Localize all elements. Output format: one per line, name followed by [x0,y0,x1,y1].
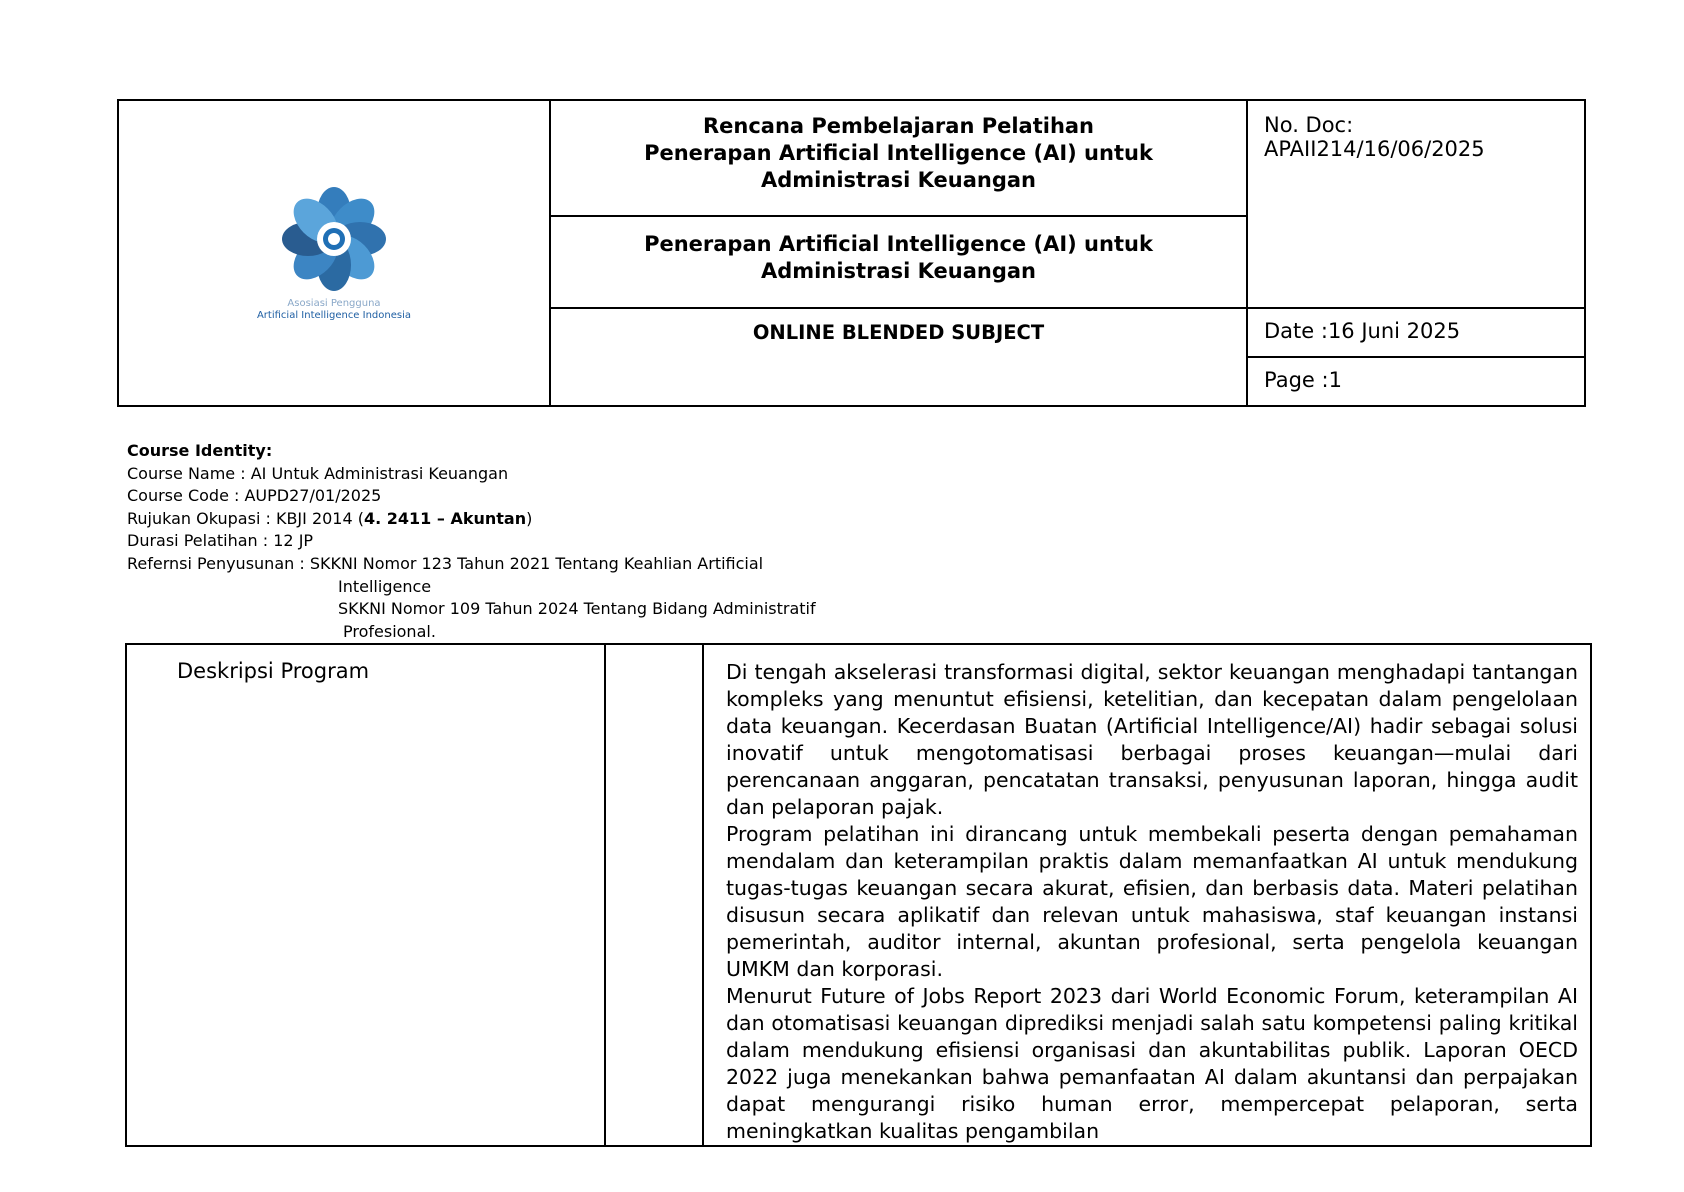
document-subtitle [550,216,1247,308]
description-paragraph-2: Program pelatihan ini dirancang untuk membekali peserta dengan pemahaman mendalam dan keterampilan praktis dalam memanfaatkan AI untuk mendukung tugas-tugas keuangan secara akurat, efisien, dan berbasis data. Materi pelatihan disusun secara aplikatif dan relevan untuk mahasiswa, staf keuangan instansi pemerintah, auditor internal, akuntan profesional, serta pengelola keuangan UMKM dan korporasi. [726,822,1578,981]
date-row [1248,309,1584,358]
description-spacer-cell [605,644,703,1146]
document-title [550,100,1247,216]
description-label: Deskripsi Program [126,644,605,1146]
course-name: Course Name : AI Untuk Administrasi Keuangan [127,463,509,483]
doc-number: No. Doc: APAII214/16/06/2025 [1264,113,1485,161]
mode-label: ONLINE BLENDED SUBJECT [752,321,1045,344]
subtitle-line-1: Penerapan Artificial Intelligence (AI) untuk [644,232,1153,256]
logo-cell [118,100,550,406]
flower-logo-icon [279,184,389,294]
description-body [703,644,1591,1146]
document-date: Date :16 Juni 2025 [1264,319,1461,343]
reference-line-3: SKKNI Nomor 109 Tahun 2024 Tentang Bidang Administratif [338,599,816,619]
reference-line-4: Profesional. [343,621,436,641]
occupation-reference [127,508,1027,531]
identity-heading: Course Identity: [127,441,273,460]
title-line-3: Administrasi Keuangan [761,168,1036,192]
logo-text-line2: Artificial Intelligence Indonesia [256,310,412,321]
course-identity [127,440,1027,643]
page-number: Page :1 [1264,368,1342,392]
mode-cell [550,308,1247,406]
description-paragraph-1: Di tengah akselerasi transformasi digital, sektor keuangan menghadapi tantangan kompleks yang menuntut efisiensi, ketelitian, dan kecepatan dalam pengelolaan data keuangan. Kecerdasan Buatan (Artificial Intelligence/AI) hadir sebagai solusi inovatif untuk mengotomatisasi berbagai proses keuangan—mulai dari perencanaan anggaran, pencatatan transaksi, penyusunan laporan, hingga audit dan pelaporan pajak. [726,660,1578,819]
reference-line-1: Refernsi Penyusunan : SKKNI Nomor 123 Tahun 2021 Tentang Keahlian Artificial [127,553,764,573]
date-page-cell [1247,308,1585,406]
subtitle-line-2: Administrasi Keuangan [761,259,1036,283]
document-header-table [117,99,1586,407]
title-line-2: Penerapan Artificial Intelligence (AI) untuk [644,141,1153,165]
occupation-prefix: Rujukan Okupasi : KBJI 2014 ( [127,508,364,528]
occupation-suffix: ) [526,508,533,528]
logo-text-line1: Asosiasi Pengguna [287,298,381,309]
title-line-1: Rencana Pembelajaran Pelatihan [702,114,1095,138]
program-description-table [125,643,1592,1147]
doc-number-cell [1247,100,1585,308]
description-paragraph-3: Menurut Future of Jobs Report 2023 dari World Economic Forum, keterampilan AI dan otomatisasi keuangan diprediksi menjadi salah satu kompetensi paling kritikal dalam mendukung efisiensi organisasi dan akuntabilitas publik. Laporan OECD 2022 juga menekankan bahwa pemanfaatan AI dalam akuntansi dan perpajakan dapat mengurangi risiko human error, mempercepat pelaporan, serta meningkatkan kualitas pengambilan [726,984,1578,1143]
organization-logo [257,184,411,322]
reference-line-2: Intelligence [338,576,432,596]
occupation-code: 4. 2411 – Akuntan [364,508,527,528]
page-row [1248,358,1584,405]
course-code: Course Code : AUPD27/01/2025 [127,486,382,506]
training-duration: Durasi Pelatihan : 12 JP [127,531,314,551]
